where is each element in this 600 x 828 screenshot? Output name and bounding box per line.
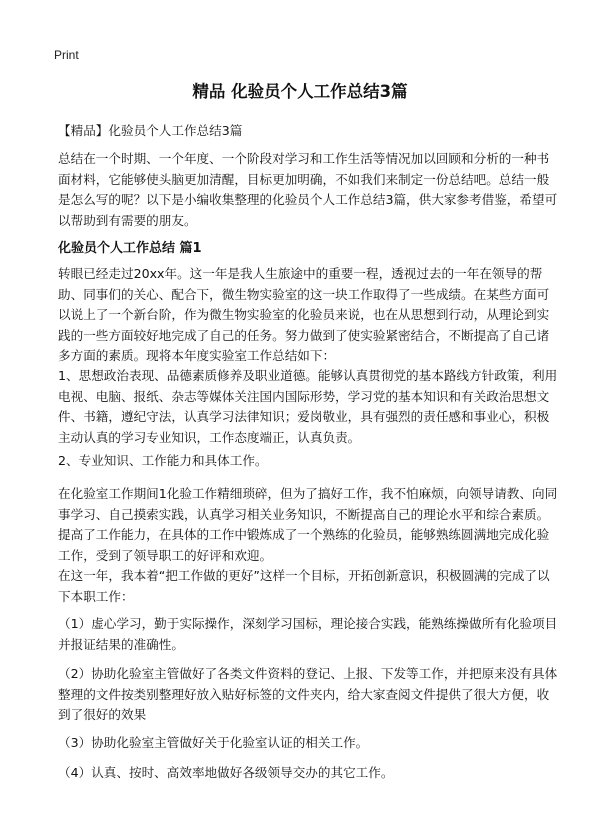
paragraph-2: 1、思想政治表现、品德素质修养及职业道德。能够认真贯彻党的基本路线方针政策，利用电视、电脑、报纸、杂志等媒体关注国内国际形势，学习党的基本知识和有关政治思想文件、书籍，遵纪守法，认真学习法律知识；爱岗敬业，具有强烈的责任感和事业心，积极主动认真的学习专业知识，工作态度端正，认真负责。 [58,368,558,445]
print-label: Print [54,48,79,62]
paragraph-6: （1）虚心学习，勤于实际操作，深刻学习国标，理论接合实践，能熟练操做所有化验项目并报证结果的准确性。 [58,616,558,652]
paragraph-5: 在这一年，我本着“把工作做的更好”这样一个目标，开拓创新意识，积极圆满的完成了以下本职工作： [58,568,550,604]
paragraph-8: （3）协助化验室主管做好关于化验室认证的相关工作。 [58,735,369,750]
paragraph-9: （4）认真、按时、高效率地做好各级领导交办的其它工作。 [58,765,394,780]
paragraph-3: 2、专业知识、工作能力和具体工作。 [58,453,268,468]
section-heading: 化验员个人工作总结 篇1 [58,241,202,256]
paragraph-1: 转眼已经走过20xx年。这一年是我人生旅途中的重要一程，透视过去的一年在领导的帮助、同事们的关心、配合下，微生物实验室的这一块工作取得了一些成绩。在某些方面可以说上了一个新台阶，作为微生物实验室的化验员来说，也在从思想到行动，从理论到实践的一些方面较好地完成了自己的任务。努力做到了使实验紧密结合，不断提高了自己诸多方面的素质。现将本年度实验室工作总结如下： [58,266,550,364]
intro-paragraph: 总结在一个时期、一个年度、一个阶段对学习和工作生活等情况加以回顾和分析的一种书面材料，它能够使头脑更加清醒，目标更加明确，不如我们来制定一份总结吧。总结一般是怎么写的呢？以下是小编收集整理的化验员个人工作总结3篇，供大家参考借鉴，希望可以帮助到有需要的朋友。 [58,151,558,228]
document-title: 精品 化验员个人工作总结3篇 [192,82,408,101]
paragraph-4: 在化验室工作期间1化验工作精细琐碎，但为了搞好工作，我不怕麻烦，向领导请教、向同事学习、自己摸索实践，认真学习相关业务知识，不断提高自己的理论水平和综合素质。提高了工作能力，在具体的工作中锻炼成了一个熟练的化验员，能够熟练圆满地完成化验工作，受到了领导职工的好评和欢迎。 [58,486,558,563]
paragraph-7: （2）协助化验室主管做好了各类文件资料的登记、上报、下发等工作，并把原来没有具体整理的文件按类别整理好放入贴好标签的文件夹内，给大家查阅文件提供了很大方便，收到了很好的效果 [58,666,558,723]
document-subtitle: 【精品】化验员个人工作总结3篇 [58,123,243,138]
